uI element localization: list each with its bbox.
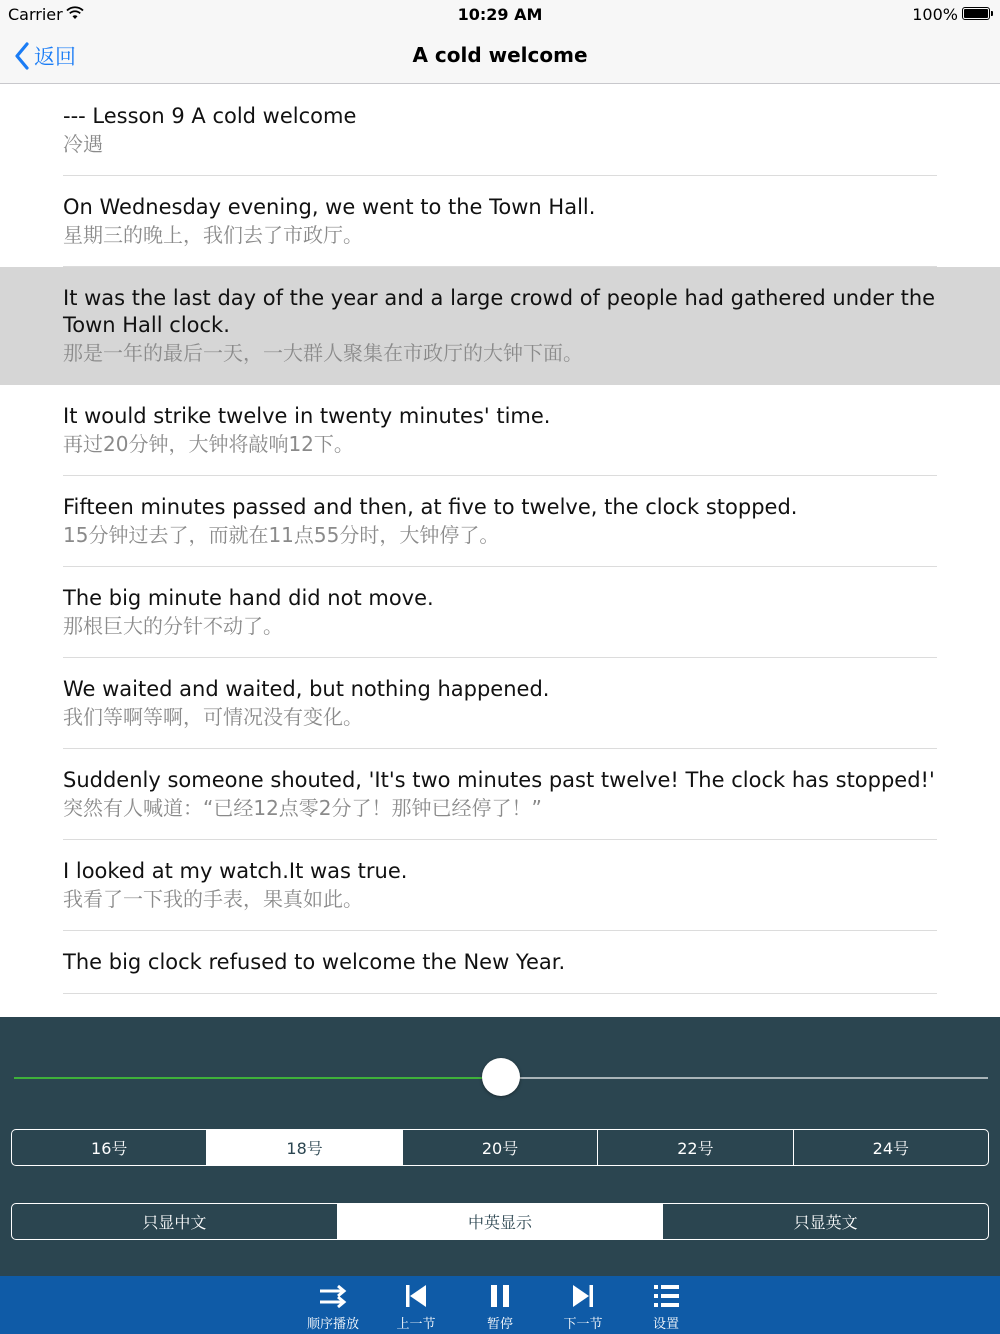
- previous-button[interactable]: [381, 1282, 451, 1332]
- pause-button[interactable]: [465, 1282, 535, 1332]
- sentence-chinese: 那是一年的最后一天，一大群人聚集在市政厅的大钟下面。: [63, 341, 583, 365]
- sentence-chinese: 15分钟过去了，而就在11点55分时，大钟停了。: [63, 523, 500, 547]
- font-size-option-24[interactable]: 24号: [793, 1130, 988, 1165]
- carrier-label: Carrier: [8, 5, 63, 24]
- sentence-chinese: 那根巨大的分针不动了。: [63, 614, 283, 638]
- list-icon: [650, 1282, 682, 1310]
- play-order-button[interactable]: [298, 1282, 368, 1332]
- shuffle-icon: [317, 1282, 349, 1310]
- font-size-option-16[interactable]: 16号: [91, 1139, 128, 1158]
- previous-label: 上一节: [396, 1317, 436, 1332]
- sentence-row[interactable]: [0, 749, 1000, 840]
- sentence-row[interactable]: [0, 476, 1000, 567]
- next-icon: [567, 1282, 599, 1310]
- sentence-english: Fifteen minutes passed and then, at five to twelve, the clock stopped.: [63, 495, 798, 519]
- next-label: 下一节: [563, 1317, 603, 1332]
- row-divider: [63, 993, 937, 994]
- sentence-list[interactable]: [0, 85, 1000, 1017]
- slider-thumb[interactable]: [482, 1058, 520, 1096]
- slider-fill: [14, 1077, 501, 1079]
- sentence-chinese: 再过20分钟，大钟将敲响12下。: [63, 432, 354, 456]
- display-mode-english-only[interactable]: 只显英文: [662, 1204, 988, 1239]
- sentence-english: It was the last day of the year and a large crowd of people had gathered under the Town Hall clock.: [63, 286, 936, 337]
- sentence-chinese: 我们等啊等啊，可情况没有变化。: [63, 705, 363, 729]
- settings-panel: [0, 1017, 1000, 1276]
- playback-toolbar: [0, 1276, 1000, 1334]
- font-size-option-18[interactable]: 18号: [206, 1130, 401, 1165]
- pause-label: 暂停: [486, 1317, 513, 1332]
- sentence-english: It would strike twelve in twenty minutes' time.: [63, 404, 551, 428]
- pause-icon: [484, 1282, 516, 1310]
- navigation-bar: [0, 28, 1000, 84]
- sentence-row[interactable]: [0, 840, 1000, 931]
- sentence-chinese: 星期三的晚上，我们去了市政厅。: [63, 223, 363, 247]
- settings-button[interactable]: [631, 1282, 701, 1332]
- sentence-english: The big clock refused to welcome the New Year.: [63, 950, 566, 974]
- sentence-chinese: 冷遇: [63, 132, 103, 156]
- back-label: 返回: [34, 45, 76, 69]
- sentence-row[interactable]: [0, 385, 1000, 476]
- sentence-row[interactable]: [0, 85, 1000, 176]
- previous-icon: [400, 1282, 432, 1310]
- clock-label: 10:29 AM: [457, 5, 543, 24]
- font-size-segmented-control: [11, 1129, 989, 1166]
- settings-label: 设置: [652, 1317, 679, 1332]
- status-bar: [0, 0, 1000, 28]
- display-mode-bilingual[interactable]: 中英显示: [337, 1204, 663, 1239]
- sentence-row[interactable]: [0, 176, 1000, 267]
- sentence-english: The big minute hand did not move.: [63, 586, 434, 610]
- display-mode-segmented-control: [11, 1203, 989, 1240]
- display-mode-chinese-only[interactable]: 只显中文: [142, 1213, 207, 1232]
- sentence-row[interactable]: [0, 567, 1000, 658]
- sentence-english: Suddenly someone shouted, 'It's two minutes past twelve! The clock has stopped!': [63, 768, 935, 792]
- font-size-option-20[interactable]: 20号: [402, 1130, 597, 1165]
- sentence-english: I looked at my watch.It was true.: [63, 859, 408, 883]
- sentence-english: We waited and waited, but nothing happened.: [63, 677, 550, 701]
- sentence-row[interactable]: [0, 658, 1000, 749]
- sentence-english: --- Lesson 9 A cold welcome: [63, 104, 357, 128]
- sentence-row[interactable]: [0, 267, 1000, 385]
- playback-slider[interactable]: [14, 1077, 988, 1079]
- sentence-chinese: 突然有人喊道：“已经12点零2分了！那钟已经停了！”: [63, 796, 542, 820]
- page-title: A cold welcome: [412, 43, 588, 67]
- battery-label: 100%: [912, 5, 958, 24]
- battery-icon: [962, 7, 990, 20]
- sentence-chinese: 我看了一下我的手表，果真如此。: [63, 887, 363, 911]
- next-button[interactable]: [548, 1282, 618, 1332]
- sentence-row[interactable]: [0, 931, 1000, 994]
- font-size-option-22[interactable]: 22号: [597, 1130, 792, 1165]
- sentence-english: On Wednesday evening, we went to the Town Hall.: [63, 195, 596, 219]
- play-order-label: 顺序播放: [306, 1317, 359, 1332]
